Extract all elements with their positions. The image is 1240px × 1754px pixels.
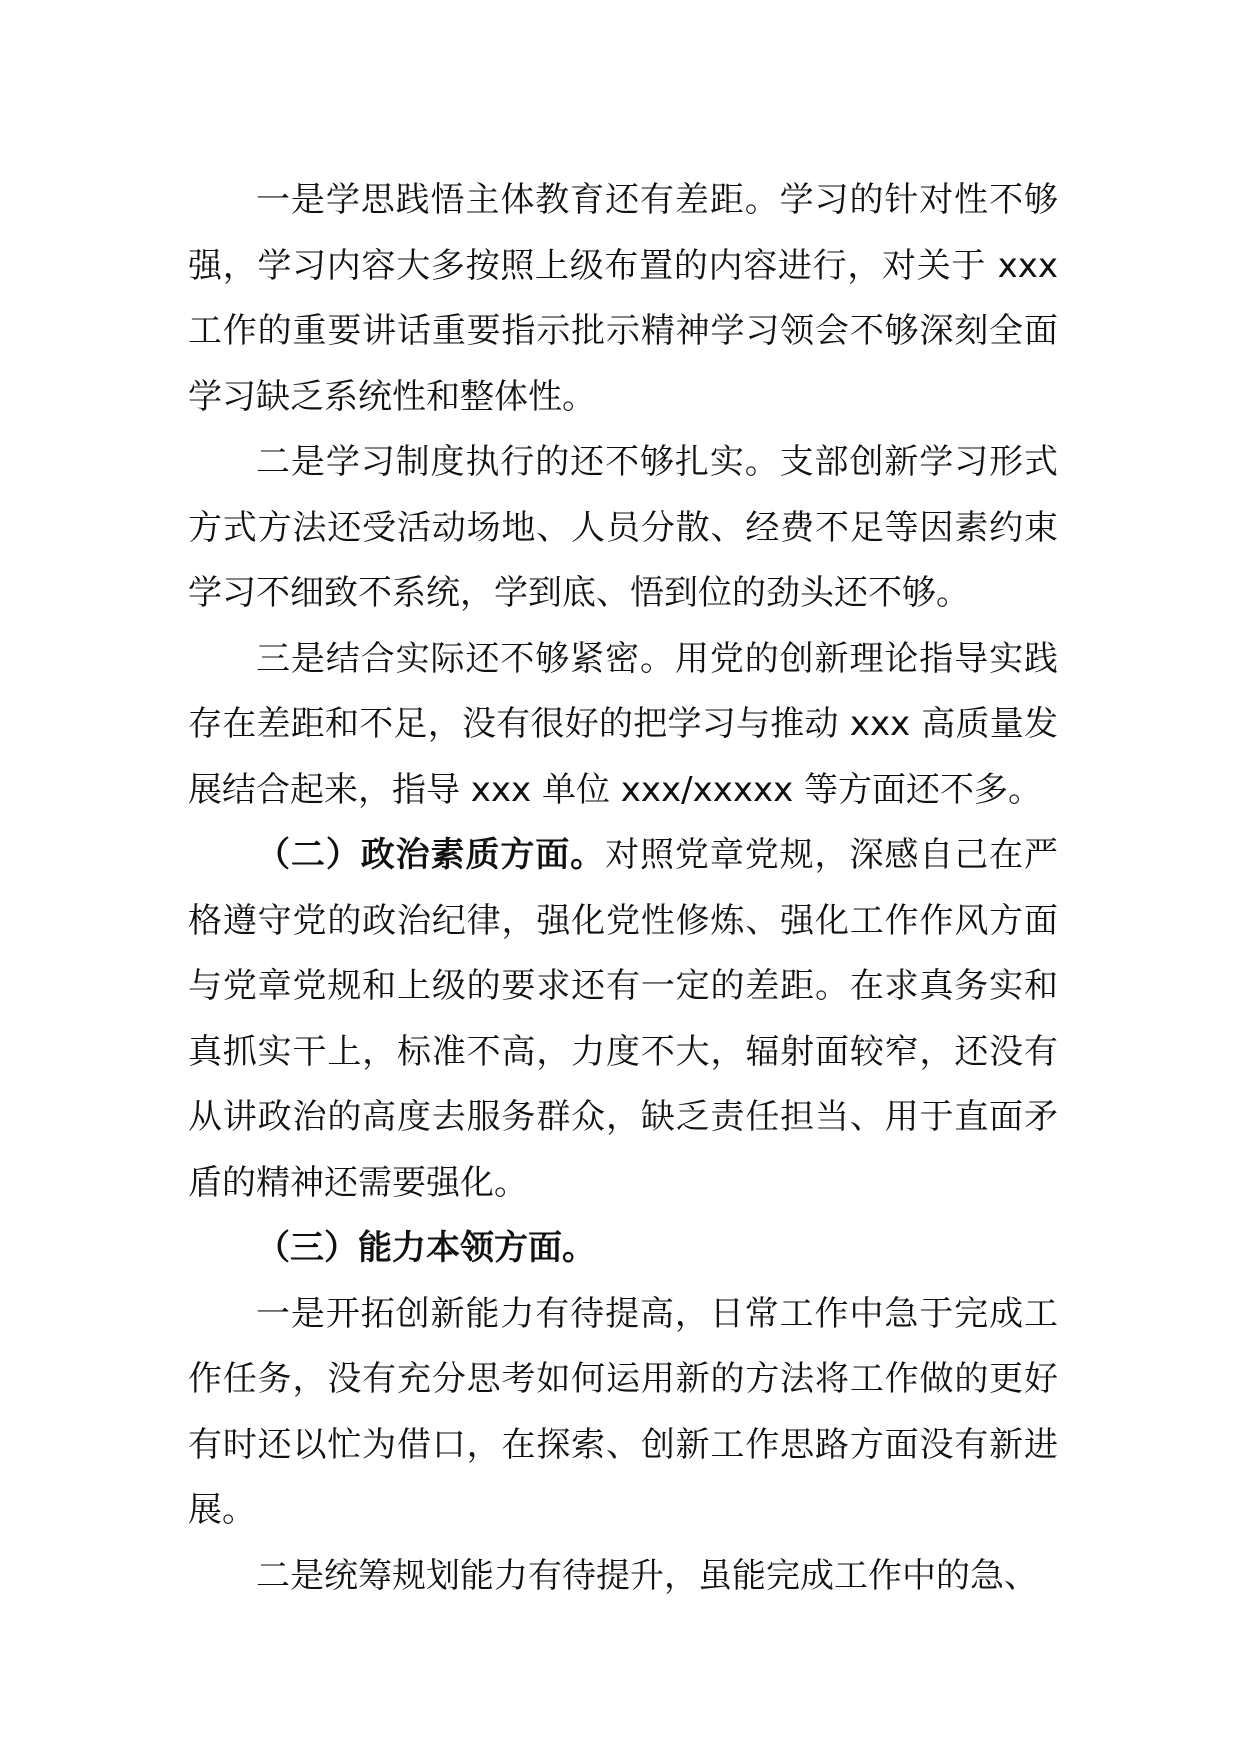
paragraph-political-quality-text: 对照党章党规，深感自己在严格遵守党的政治纪律，强化党性修炼、强化工作作风方面与党章党规和上级的要求还有一定的差距。在求真务实和真抓实干上，标准不高，力度不大，辐射面较窄，还没有从讲政治的高度去服务群众，缺乏责任担当、用于直面矛盾的精神还需要强化。 (188, 835, 1059, 1203)
paragraph-innovation: 一是开拓创新能力有待提高，日常工作中急于完成工作任务，没有充分思考如何运用新的方法将工作做的更好有时还以忙为借口，在探索、创新工作思路方面没有新进展。 (188, 1293, 1058, 1530)
paragraph-political-quality (188, 823, 1058, 1216)
paragraph-practice: 三是结合实际还不够紧密。用党的创新理论指导实践存在差距和不足，没有很好的把学习与推动 xxx 高质量发展结合起来，指导 xxx 单位 xxx/xxxxx 等方面还不多。 (188, 638, 1058, 810)
paragraph-study-gap: 一是学思践悟主体教育还有差距。学习的针对性不够强，学习内容大多按照上级布置的内容进行，对关于 xxx 工作的重要讲话重要指示批示精神学习领会不够深刻全面学习缺乏系统性和整体性。 (188, 180, 1058, 417)
paragraph-study-system: 二是学习制度执行的还不够扎实。支部创新学习形式方式方法还受活动场地、人员分散、经费不足等因素约束学习不细致不系统，学到底、悟到位的劲头还不够。 (188, 442, 1058, 613)
section-heading-ability: （三）能力本领方面。 (256, 1228, 596, 1268)
paragraph-planning: 二是统筹规划能力有待提升，虽能完成工作中的急、 (256, 1555, 1038, 1596)
paragraph-ability-heading (188, 1216, 1058, 1282)
document-body (188, 168, 1058, 1609)
section-heading-political-quality: （二）政治素质方面。 (256, 835, 606, 875)
